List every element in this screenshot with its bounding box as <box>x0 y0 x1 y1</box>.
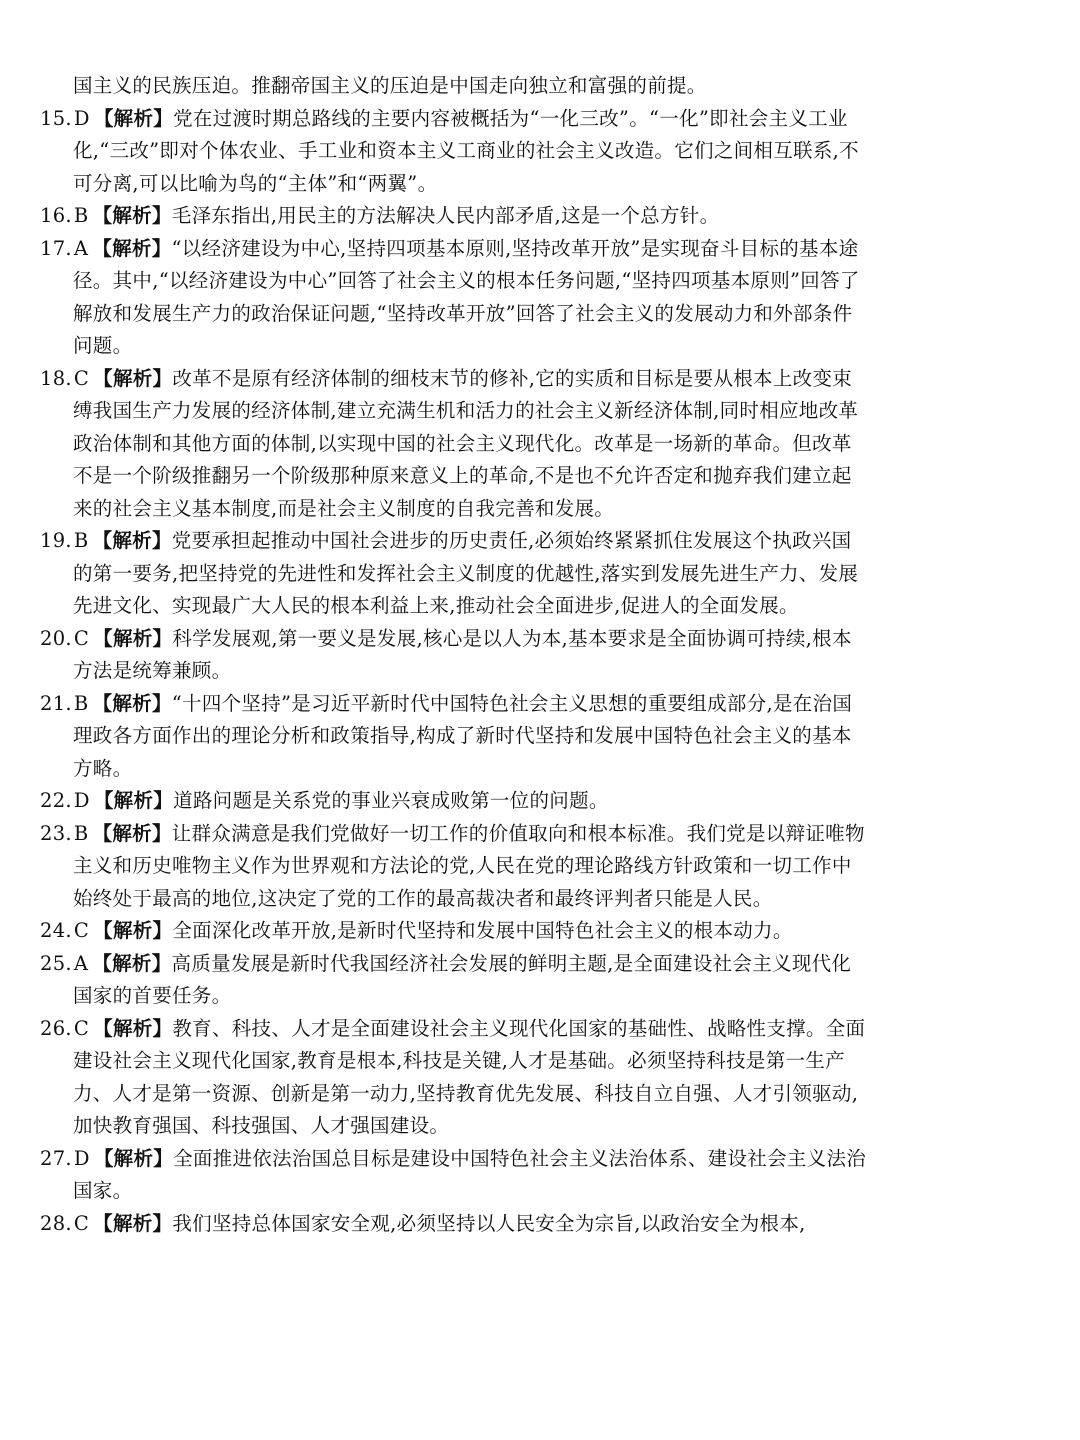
answer-letter: C <box>73 626 90 650</box>
question-number: 21. <box>40 691 72 715</box>
analysis-tag: 【解析】 <box>93 789 174 812</box>
answer-entry <box>40 818 870 916</box>
analysis-tag: 【解析】 <box>93 106 174 130</box>
question-number: 16. <box>40 204 72 227</box>
analysis-tag: 【解析】 <box>92 691 172 715</box>
question-number: 20. <box>40 626 72 650</box>
explanation-text: 科学发展观,第一要义是发展,核心是以人为本,基本要求是全面协调可持续,根本方法是统筹兼顾。 <box>73 626 852 682</box>
answer-letter: A <box>73 236 89 260</box>
explanation-text: 党要承担起推动中国社会进步的历史责任,必须始终紧紧抓住发展这个执政兴国的第一要务,把坚持党的先进性和发挥社会主义制度的优越性,落实到发展先进生产力、发展先进文化、实现最广大人民的根本利益上来,推动社会全面进步,促进人的全面发展。 <box>73 529 859 617</box>
answer-letter: B <box>73 821 89 845</box>
question-number: 17. <box>40 236 72 260</box>
answer-entry <box>40 1208 870 1241</box>
answer-letter: D <box>73 106 90 130</box>
answer-letter: D <box>73 789 90 812</box>
question-number: 15. <box>40 106 72 130</box>
analysis-tag: 【解析】 <box>93 366 173 390</box>
answer-entry <box>40 363 870 526</box>
question-number: 25. <box>40 951 72 975</box>
answer-letter: B <box>73 204 89 227</box>
explanation-text: 道路问题是关系党的事业兴衰成败第一位的问题。 <box>173 789 609 812</box>
answer-letter: D <box>73 1146 90 1170</box>
answer-letter: C <box>73 366 90 390</box>
answer-entry <box>40 200 870 233</box>
answer-letter: A <box>73 951 89 975</box>
answer-entry <box>40 785 870 818</box>
answer-entry <box>40 1013 870 1143</box>
answer-entry <box>40 525 870 623</box>
analysis-tag: 【解析】 <box>92 821 172 845</box>
answer-entry <box>40 948 870 1013</box>
answer-entry <box>40 623 870 688</box>
question-number: 22. <box>40 789 72 812</box>
explanation-text: 毛泽东指出,用民主的方法解决人民内部矛盾,这是一个总方针。 <box>171 204 720 227</box>
answer-entry <box>40 688 870 786</box>
answer-entry <box>40 233 870 363</box>
analysis-tag: 【解析】 <box>93 1016 173 1040</box>
question-number: 27. <box>40 1146 72 1170</box>
analysis-tag: 【解析】 <box>93 1211 173 1235</box>
question-number: 23. <box>40 821 72 845</box>
analysis-tag: 【解析】 <box>92 951 172 975</box>
answer-letter: C <box>73 1211 90 1235</box>
answer-entry <box>40 915 870 948</box>
analysis-tag: 【解析】 <box>93 919 173 942</box>
answer-letter: B <box>73 691 89 715</box>
explanation-text: 让群众满意是我们党做好一切工作的价值取向和根本标准。我们党是以辩证唯物主义和历史唯物主义作为世界观和方法论的党,人民在党的理论路线方针政策和一切工作中始终处于最高的地位,这决定了党的工作的最高裁决者和最终评判者只能是人民。 <box>73 821 865 910</box>
explanation-text: 全面推进依法治国总目标是建设中国特色社会主义法治体系、建设社会主义法治国家。 <box>73 1146 867 1202</box>
answer-letter: B <box>73 529 89 552</box>
explanation-text: “以经济建设为中心,坚持四项基本原则,坚持改革开放”是实现奋斗目标的基本途径。其中,“以经济建设为中心”回答了社会主义的根本任务问题,“坚持四项基本原则”回答了解放和发展生产力的政治保证问题,“坚持改革开放”回答了社会主义的发展动力和外部条件问题。 <box>73 236 860 357</box>
explanation-text: 全面深化改革开放,是新时代坚持和发展中国特色社会主义的根本动力。 <box>172 919 793 942</box>
answer-entry <box>40 103 870 201</box>
question-number: 26. <box>40 1016 72 1040</box>
answer-letter: C <box>73 919 90 942</box>
analysis-tag: 【解析】 <box>92 529 172 552</box>
question-number: 28. <box>40 1211 72 1235</box>
answer-entry <box>40 1143 870 1208</box>
question-number: 19. <box>40 529 72 552</box>
explanation-text: “十四个坚持”是习近平新时代中国特色社会主义思想的重要组成部分,是在治国理政各方面作出的理论分析和政策指导,构成了新时代坚持和发展中国特色社会主义的基本方略。 <box>73 691 853 780</box>
explanation-text: 党在过渡时期总路线的主要内容被概括为“一化三改”。“一化”即社会主义工业化,“三改”即对个体农业、手工业和资本主义工商业的社会主义改造。它们之间相互联系,不可分离,可以比喻为鸟的“主体”和“两翼”。 <box>73 106 859 195</box>
continuation-paragraph: 国主义的民族压迫。推翻帝国主义的压迫是中国走向独立和富强的前提。 <box>73 74 707 97</box>
answer-explanations <box>40 70 870 1240</box>
question-number: 24. <box>40 919 72 942</box>
entry-list <box>40 103 870 1241</box>
explanation-text: 高质量发展是新时代我国经济社会发展的鲜明主题,是全面建设社会主义现代化国家的首要任务。 <box>73 951 852 1007</box>
question-number: 18. <box>40 366 72 390</box>
explanation-text: 我们坚持总体国家安全观,必须坚持以人民安全为宗旨,以政治安全为根本, <box>172 1211 806 1235</box>
explanation-text: 改革不是原有经济体制的细枝末节的修补,它的实质和目标是要从根本上改变束缚我国生产力发展的经济体制,建立充满生机和活力的社会主义新经济体制,同时相应地改革政治体制和其他方面的体制,以实现中国的社会主义现代化。改革是一场新的革命。但改革不是一个阶级推翻另一个阶级那种原来意义上的革命,不是也不允许否定和抛弃我们建立起来的社会主义基本制度,而是社会主义制度的自我完善和发展。 <box>73 366 859 520</box>
analysis-tag: 【解析】 <box>93 1146 174 1170</box>
analysis-tag: 【解析】 <box>93 626 173 650</box>
answer-letter: C <box>73 1016 90 1040</box>
explanation-text: 教育、科技、人才是全面建设社会主义现代化国家的基础性、战略性支撑。全面建设社会主义现代化国家,教育是根本,科技是关键,人才是基础。必须坚持科技是第一生产力、人才是第一资源、创新是第一动力,坚持教育优先发展、科技自立自强、人才引领驱动,加快教育强国、科技强国、人才强国建设。 <box>73 1016 866 1137</box>
analysis-tag: 【解析】 <box>92 204 172 227</box>
analysis-tag: 【解析】 <box>92 236 172 260</box>
